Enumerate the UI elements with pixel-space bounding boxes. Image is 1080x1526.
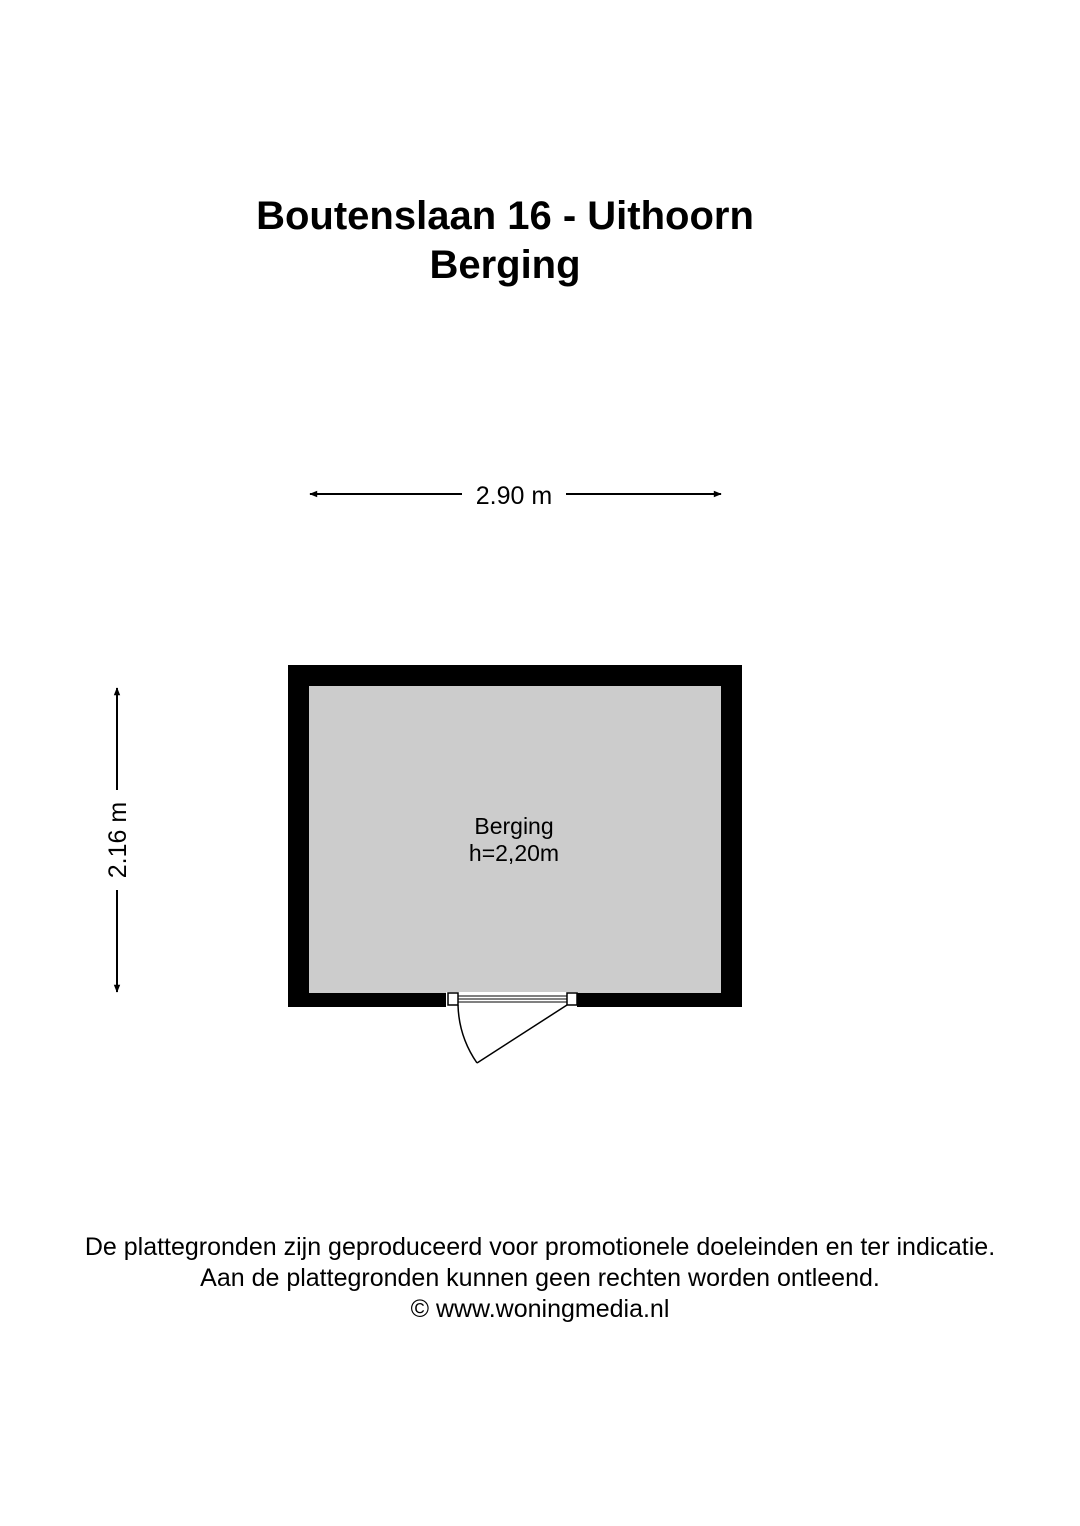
- room-name-label: Berging: [474, 813, 554, 839]
- room-height-label: h=2,20m: [468, 840, 560, 866]
- page-subtitle: Berging: [429, 243, 581, 287]
- copyright-line: © www.woningmedia.nl: [410, 1295, 670, 1323]
- room-berging: [288, 665, 742, 1063]
- door-jamb-left: [448, 993, 458, 1005]
- page-title: Boutenslaan 16 - Uithoorn: [256, 194, 754, 238]
- door-swing-arc: [458, 1005, 477, 1063]
- height-label: 2.16 m: [104, 801, 132, 879]
- width-dimension: [310, 482, 721, 510]
- width-label: 2.90 m: [475, 482, 553, 510]
- disclaimer-line-1: De plattegronden zijn geproduceerd voor promotionele doeleinden en ter indicatie.: [84, 1233, 996, 1261]
- door-leaf: [477, 1005, 567, 1063]
- door-jamb-right: [567, 993, 577, 1005]
- door-opening: [446, 992, 577, 1008]
- disclaimer-line-2: Aan de plattegronden kunnen geen rechten worden ontleend.: [200, 1264, 880, 1292]
- height-dimension: [104, 688, 132, 992]
